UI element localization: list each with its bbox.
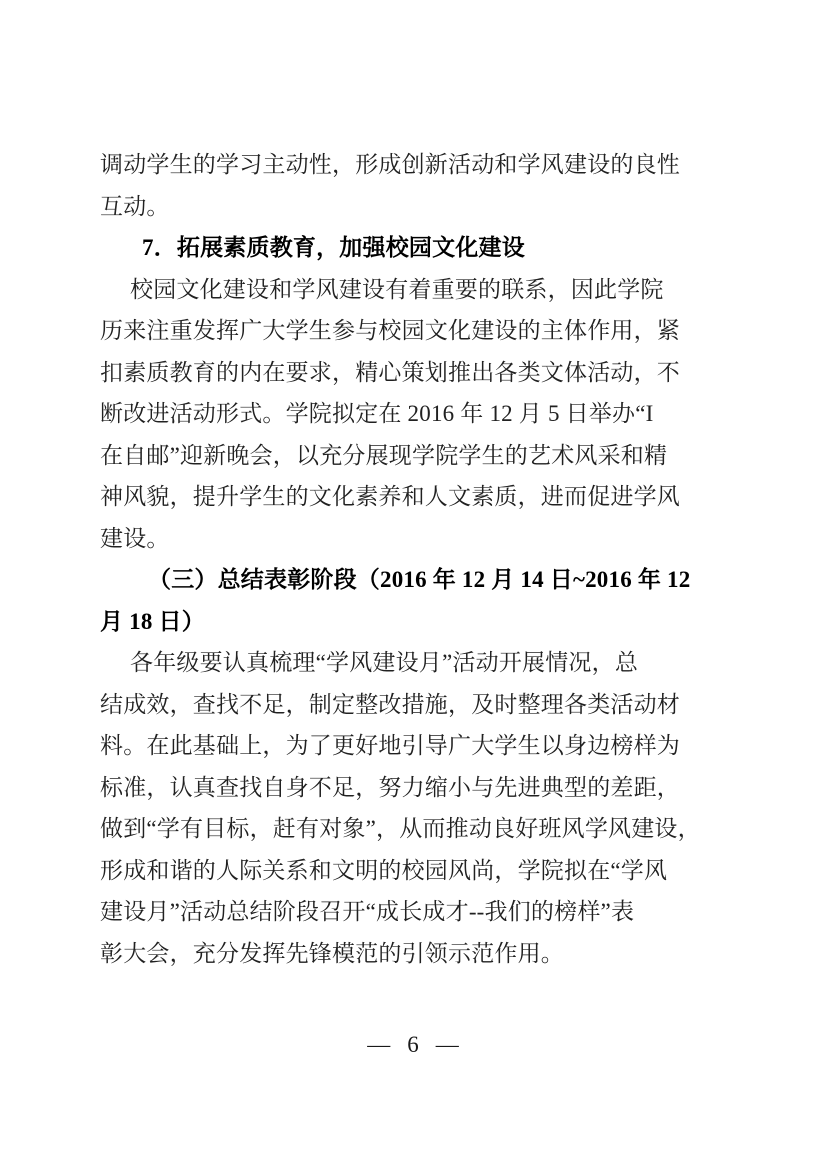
heading-stage-3-line-2: 月 18 日） <box>100 608 205 634</box>
body-line: 做到“学有目标，赶有对象”，从而推动良好班风学风建设， <box>100 816 701 841</box>
body-line: 扣素质教育的内在要求，精心策划推出各类文体活动，不 <box>100 359 680 385</box>
footer-right-dash: — <box>435 1032 459 1057</box>
heading-item-7: 7．拓展素质教育，加强校园文化建设 <box>142 235 525 260</box>
body-line: 形成和谐的人际关系和文明的校园风尚，学院拟在“学风 <box>100 857 668 883</box>
heading-stage-3-line-1: （三）总结表彰阶段（2016 年 12 月 14 日~2016 年 12 <box>148 567 691 592</box>
body-line: 历来注重发挥广大学生参与校园文化建设的主体作用，紧 <box>100 318 680 343</box>
footer-left-dash: — <box>367 1032 391 1057</box>
body-line: 神风貌，提升学生的文化素养和人文素质，进而促进学风 <box>100 484 680 509</box>
body-line: 料。在此基础上，为了更好地引导广大学生以身边榜样为 <box>100 733 680 758</box>
body-line: 互动。 <box>100 193 170 219</box>
body-line: 结成效，查找不足，制定整改措施，及时整理各类活动材 <box>100 691 680 717</box>
page-number: 6 <box>407 1032 419 1057</box>
paragraph-first-line: 校园文化建设和学风建设有着重要的联系，因此学院 <box>130 276 664 302</box>
body-line: 建设。 <box>100 525 170 551</box>
body-line: 彰大会，充分发挥先锋模范的引领示范作用。 <box>100 940 564 966</box>
body-line: 标准，认真查找自身不足，努力缩小与先进典型的差距， <box>100 774 680 800</box>
page-number-footer <box>0 1032 826 1058</box>
paragraph-first-line: 各年级要认真梳理“学风建设月”活动开展情况，总 <box>130 650 639 675</box>
document-text-block <box>100 144 710 974</box>
body-line: 在自邮”迎新晚会，以充分展现学院学生的艺术风采和精 <box>100 442 668 468</box>
body-line: 建设月”活动总结阶段召开“成长成才--我们的榜样”表 <box>100 899 635 924</box>
body-line: 调动学生的学习主动性，形成创新活动和学风建设的良性 <box>100 152 680 177</box>
body-line: 断改进活动形式。学院拟定在 2016 年 12 月 5 日举办“I <box>100 401 654 426</box>
